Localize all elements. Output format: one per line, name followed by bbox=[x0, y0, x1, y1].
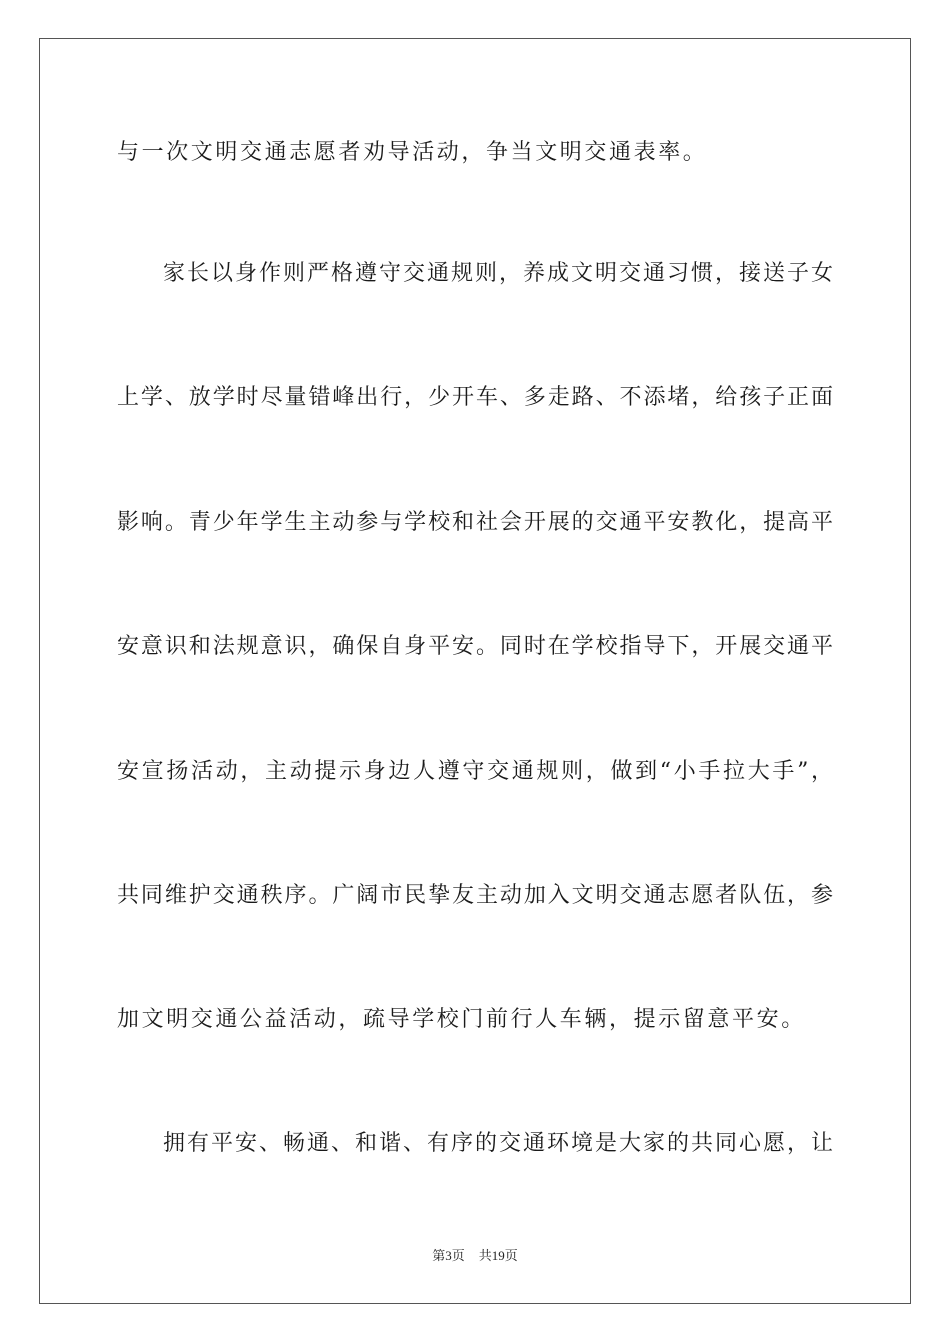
text-line-1: 与一次文明交通志愿者劝导活动，争当文明交通表率。 bbox=[117, 140, 708, 165]
page-footer bbox=[0, 1247, 950, 1265]
text-line-6: 安宣扬活动，主动提示身边人遵守交通规则，做到“小手拉大手”， bbox=[117, 759, 833, 784]
text-line-4: 影响。青少年学生主动参与学校和社会开展的交通平安教化，提高平 bbox=[117, 510, 833, 535]
page-total: 共19页 bbox=[478, 1248, 518, 1263]
text-line-2: 家长以身作则严格遵守交通规则，养成文明交通习惯，接送子女 bbox=[163, 261, 833, 286]
text-line-7: 共同维护交通秩序。广阔市民挚友主动加入文明交通志愿者队伍，参 bbox=[117, 883, 833, 908]
page-border bbox=[39, 38, 911, 1304]
text-line-9: 拥有平安、畅通、和谐、有序的交通环境是大家的共同心愿，让 bbox=[163, 1131, 833, 1156]
text-line-5: 安意识和法规意识，确保自身平安。同时在学校指导下，开展交通平 bbox=[117, 634, 833, 659]
page-number: 第3页 bbox=[432, 1248, 465, 1263]
text-line-8: 加文明交通公益活动，疏导学校门前行人车辆，提示留意平安。 bbox=[117, 1007, 806, 1032]
text-line-3: 上学、放学时尽量错峰出行，少开车、多走路、不添堵，给孩子正面 bbox=[117, 385, 833, 410]
